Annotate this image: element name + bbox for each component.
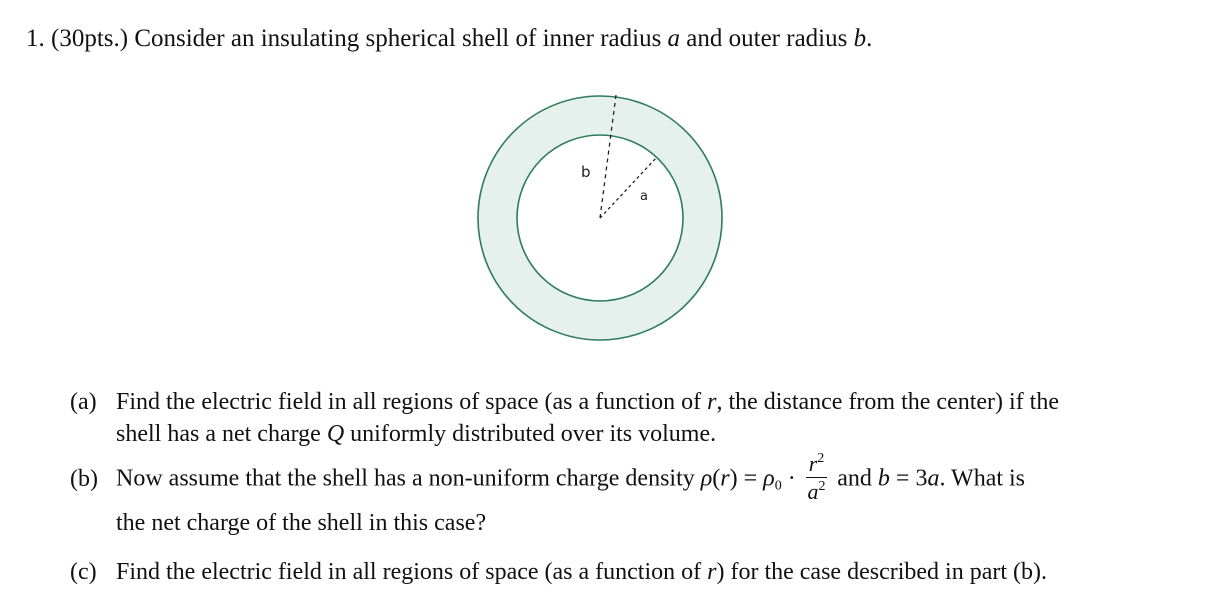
dot-operator: ·: [787, 465, 796, 492]
part-b-line2: the net charge of the shell in this case?: [116, 510, 487, 536]
part-a-line1-post: , the distance from the center) if the: [716, 389, 1059, 415]
part-b-line1-post: . What is: [939, 465, 1026, 492]
and-word: and: [837, 465, 872, 492]
problem-points: (30pts.): [51, 25, 129, 52]
num-var: r: [808, 451, 818, 476]
var-a: a: [667, 25, 681, 52]
label-a: a: [640, 189, 648, 204]
var-b: b: [853, 25, 867, 52]
close-eq: ) =: [729, 465, 758, 492]
part-b-label: (b): [70, 465, 98, 492]
part-a-line2-post: uniformly distributed over its volume.: [350, 421, 717, 447]
problem-number: 1.: [26, 25, 45, 52]
rho0-subscript: 0: [774, 478, 782, 494]
problem-statement: [26, 24, 872, 54]
eq-3: = 3: [895, 465, 928, 492]
part-c: [70, 556, 1170, 588]
problem-and-outer: and outer radius: [686, 25, 848, 52]
fraction-numerator: [806, 453, 828, 478]
part-a-line2-pre: shell has a net charge: [116, 421, 321, 447]
fraction-denominator: [806, 478, 828, 503]
rho0-symbol: ρ: [763, 465, 775, 492]
part-a-line2: [70, 418, 1170, 450]
var-r: r: [720, 465, 730, 492]
open-paren: (: [712, 465, 721, 492]
period: .: [866, 25, 873, 52]
part-c-label: (c): [70, 559, 97, 585]
part-a-var-q: Q: [326, 421, 345, 447]
part-a-line1-pre: Find the electric field in all regions of space (as a function of: [116, 389, 702, 415]
part-b: [70, 451, 1170, 539]
a-var: a: [927, 465, 940, 492]
part-a-label: (a): [70, 389, 97, 415]
den-var: a: [807, 479, 819, 504]
part-a-var-r: r: [707, 389, 717, 415]
part-c-var-r: r: [707, 559, 717, 585]
num-exp: 2: [817, 451, 825, 466]
spherical-shell-diagram: [470, 88, 730, 353]
part-c-text-post: ) for the case described in part (b).: [716, 559, 1047, 585]
part-c-text-pre: Find the electric field in all regions of space (as a function of: [116, 559, 702, 585]
label-b: b: [581, 163, 591, 181]
problem-intro: Consider an insulating spherical shell of inner radius: [134, 25, 662, 52]
den-exp: 2: [818, 479, 826, 494]
b-var: b: [877, 465, 890, 492]
fraction-r2-over-a2: [806, 453, 828, 503]
shell-svg: [470, 88, 730, 348]
part-a: [70, 386, 1170, 450]
rho-symbol: ρ: [700, 465, 713, 492]
part-b-line1-pre: Now assume that the shell has a non-uniform charge density: [116, 465, 695, 492]
